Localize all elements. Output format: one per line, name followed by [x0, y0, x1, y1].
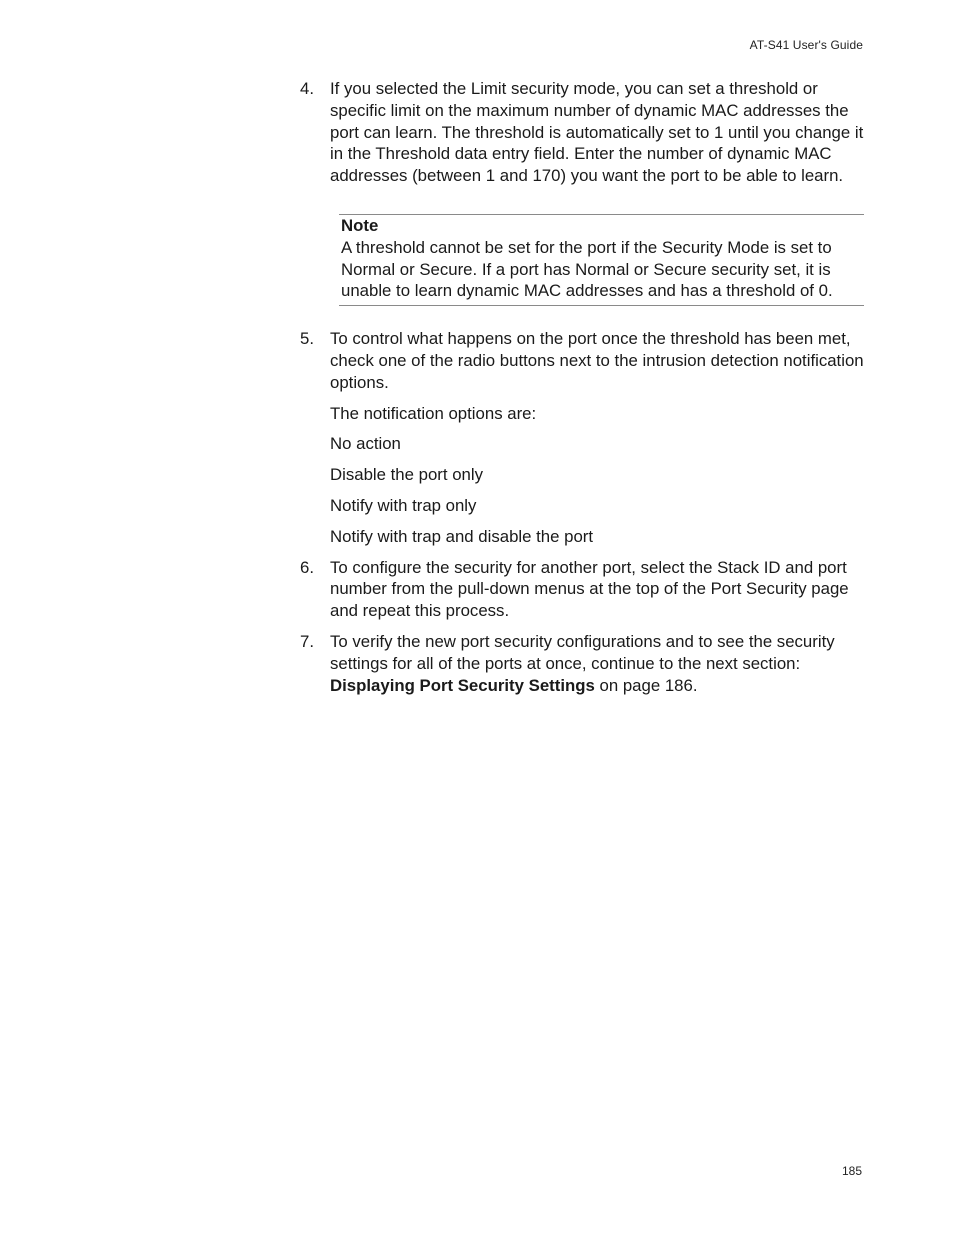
note-title: Note [341, 215, 379, 235]
option-item: No action [330, 434, 401, 454]
step-6 [300, 557, 864, 622]
page-body [300, 78, 864, 696]
step-7 [300, 631, 864, 696]
step-text: To configure the security for another port, select the Stack ID and port number from the pull-down menus at the top of the Port Security page and repeat this process. [330, 557, 849, 621]
note-box [339, 214, 864, 306]
section-reference-link[interactable]: Displaying Port Security Settings [330, 675, 595, 695]
step-text-before: To verify the new port security configurations and to see the security settings for all of the ports at once, continue to the next section: [330, 631, 835, 673]
option-item: Notify with trap and disable the port [330, 526, 594, 546]
step-4 [300, 78, 864, 187]
running-header: AT-S41 User's Guide [749, 38, 863, 52]
step-number: 5. [300, 329, 314, 349]
note-text: A threshold cannot be set for the port if the Security Mode is set to Normal or Secure. If a port has Normal or Secure security set, it is unable to learn dynamic MAC addresses and has a threshold of 0. [341, 237, 833, 301]
step-number: 6. [300, 557, 314, 577]
options-intro: The notification options are: [330, 403, 537, 423]
step-text: To control what happens on the port once the threshold has been met, check one of the radio buttons next to the intrusion detection notification options. [330, 329, 864, 392]
step-text-after: on page 186. [594, 675, 698, 695]
page-number: 185 [841, 1164, 862, 1178]
step-number: 7. [300, 631, 314, 651]
step-5 [300, 328, 864, 393]
step-text: If you selected the Limit security mode, you can set a threshold or specific limit on the maximum number of dynamic MAC addresses the port can learn. The threshold is automatically set to 1 until you change it in the Threshold data entry field. Enter the number of dynamic MAC addresses (between 1 and 170) you want the port to be able to learn. [330, 79, 864, 186]
step-number: 4. [300, 79, 314, 98]
step-text [330, 631, 864, 696]
option-item: Notify with trap only [330, 495, 477, 515]
option-item: Disable the port only [330, 465, 483, 485]
